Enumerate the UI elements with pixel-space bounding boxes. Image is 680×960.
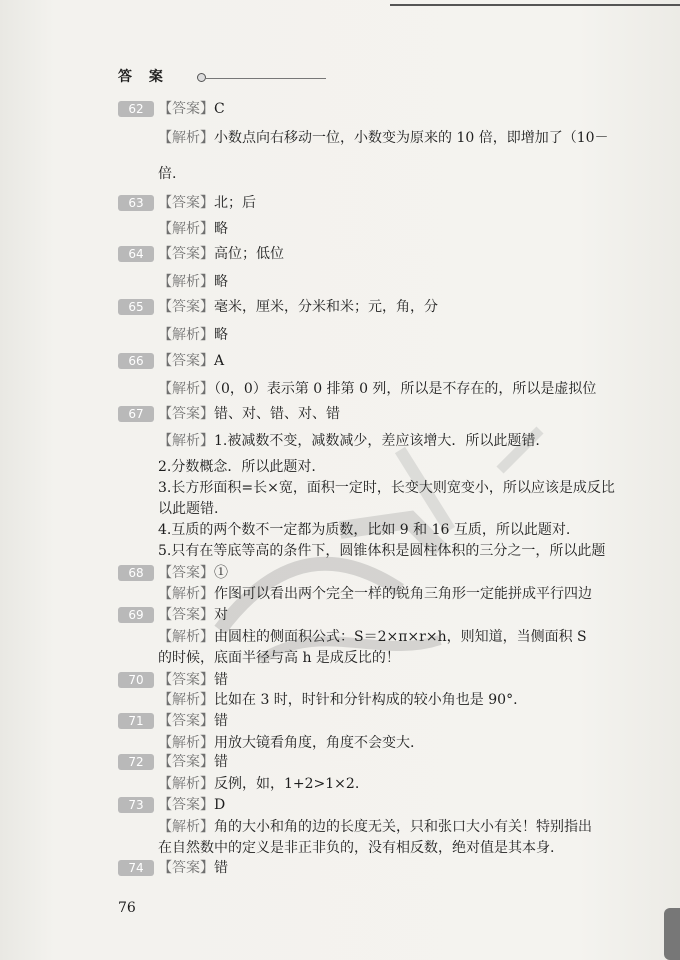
answer-label: 【答案】 (158, 607, 214, 623)
question-number-badge: 62 (118, 101, 154, 117)
answer-line (158, 194, 256, 212)
answer-value: A (214, 353, 225, 369)
question-number-badge: 68 (118, 565, 154, 581)
page-number: 76 (118, 900, 136, 916)
explanation-text: 角的大小和角的边的长度无关，只和张口大小有关！特别指出 (214, 819, 592, 835)
explanation-text: 由圆柱的侧面积公式：S＝2×π×r×h，则知道，当侧面积 S (214, 629, 587, 645)
explanation-line (158, 691, 518, 709)
answer-line (158, 352, 224, 370)
explanation-line (158, 542, 605, 560)
answer-line (158, 564, 228, 582)
explanation-line (158, 500, 218, 518)
answer-label: 【答案】 (158, 797, 214, 813)
answer-line (158, 796, 225, 814)
answer-value: 错 (214, 713, 228, 729)
explanation-label: 【解析】 (158, 274, 214, 290)
question-number-badge: 64 (118, 246, 154, 262)
question-number-badge: 74 (118, 860, 154, 876)
explanation-line (158, 839, 554, 857)
answer-line (158, 298, 438, 316)
question-number-badge: 73 (118, 797, 154, 813)
section-title: 答 案 (118, 69, 169, 85)
explanation-label: 【解析】 (158, 130, 214, 146)
explanation-label: 【解析】 (158, 221, 214, 237)
answer-label: 【答案】 (158, 672, 214, 688)
explanation-label: 【解析】 (158, 629, 214, 645)
explanation-line (158, 818, 592, 836)
explanation-text: 用放大镜看角度，角度不会变大. (214, 735, 415, 751)
answer-label: 【答案】 (158, 299, 214, 315)
explanation-text: 略 (214, 221, 228, 237)
answer-line (158, 859, 228, 877)
explanation-label: 【解析】 (158, 735, 214, 751)
explanation-text: 的时候，底面半径与高 h 是成反比的！ (158, 650, 400, 666)
explanation-line (158, 432, 540, 450)
explanation-text: 在自然数中的定义是非正非负的，没有相反数，绝对值是其本身. (158, 840, 555, 856)
answer-line (158, 712, 228, 730)
explanation-line (158, 129, 609, 147)
answer-value: 高位；低位 (214, 246, 284, 262)
explanation-text: （0，0）表示第 0 排第 0 列，所以是不存在的，所以是虚拟位 (214, 381, 597, 397)
answer-label: 【答案】 (158, 565, 214, 581)
explanation-label: 【解析】 (158, 819, 214, 835)
answer-value: 毫米，厘米，分米和米；元，角，分 (214, 299, 438, 315)
question-number-badge: 72 (118, 754, 154, 770)
explanation-text: 3.长方形面积=长×宽，面积一定时，长变大则宽变小，所以应该是成反比 (158, 480, 615, 496)
answer-value: 错 (214, 860, 228, 876)
answer-label: 【答案】 (158, 754, 214, 770)
explanation-line (158, 458, 316, 476)
question-number-badge: 63 (118, 195, 154, 211)
answer-value: 错 (214, 754, 228, 770)
explanation-label: 【解析】 (158, 692, 214, 708)
explanation-line (158, 775, 359, 793)
answer-label: 【答案】 (158, 353, 214, 369)
question-number-badge: 67 (118, 406, 154, 422)
explanation-line (158, 585, 592, 603)
explanation-line (158, 521, 570, 539)
explanation-line (158, 628, 587, 646)
answer-line (158, 753, 228, 771)
answer-value: 错 (214, 672, 228, 688)
explanation-label: 【解析】 (158, 381, 214, 397)
question-number-badge: 71 (118, 713, 154, 729)
explanation-text: 2.分数概念．所以此题对. (158, 459, 316, 475)
explanation-text: 小数点向右移动一位，小数变为原来的 10 倍，即增加了（10－ (214, 130, 609, 146)
side-tab (664, 908, 680, 960)
explanation-line (158, 326, 228, 344)
explanation-label: 【解析】 (158, 586, 214, 602)
explanation-text: 反例，如，1+2>1×2. (214, 776, 360, 792)
explanation-text: 4.互质的两个数不一定都为质数，比如 9 和 16 互质，所以此题对. (158, 522, 571, 538)
answer-label: 【答案】 (158, 713, 214, 729)
explanation-text: 1.被减数不变，减数减少，差应该增大．所以此题错. (214, 433, 540, 449)
answer-line (158, 405, 340, 423)
question-number-badge: 65 (118, 299, 154, 315)
answer-line (158, 606, 228, 624)
answer-value: ① (214, 565, 228, 581)
answer-label: 【答案】 (158, 406, 214, 422)
explanation-line (158, 649, 400, 667)
answer-line (158, 100, 225, 118)
explanation-line (158, 165, 176, 183)
answer-label: 【答案】 (158, 195, 214, 211)
explanation-text: 5.只有在等底等高的条件下，圆锥体积是圆柱体积的三分之一，所以此题 (158, 543, 606, 559)
answer-value: 错、对、错、对、错 (214, 406, 340, 422)
explanation-text: 倍. (158, 166, 177, 182)
explanation-line (158, 220, 228, 238)
explanation-label: 【解析】 (158, 433, 214, 449)
answer-line (158, 671, 228, 689)
question-number-badge: 70 (118, 672, 154, 688)
explanation-line (158, 273, 228, 291)
answer-value: 北；后 (214, 195, 256, 211)
explanation-text: 作图可以看出两个完全一样的锐角三角形一定能拼成平行四边 (214, 586, 592, 602)
explanation-text: 略 (214, 274, 228, 290)
explanation-label: 【解析】 (158, 327, 214, 343)
question-number-badge: 66 (118, 353, 154, 369)
answer-value: D (214, 797, 226, 813)
explanation-line (158, 734, 414, 752)
explanation-line (158, 380, 596, 398)
answer-label: 【答案】 (158, 246, 214, 262)
answer-label: 【答案】 (158, 860, 214, 876)
explanation-line (158, 479, 615, 497)
answer-label: 【答案】 (158, 101, 214, 117)
explanation-text: 略 (214, 327, 228, 343)
question-number-badge: 69 (118, 607, 154, 623)
explanation-text: 比如在 3 时，时针和分针构成的较小角也是 90°. (214, 692, 518, 708)
answer-line (158, 245, 284, 263)
explanation-label: 【解析】 (158, 776, 214, 792)
answer-value: C (214, 101, 225, 117)
explanation-text: 以此题错. (158, 501, 219, 517)
answer-value: 对 (214, 607, 228, 623)
